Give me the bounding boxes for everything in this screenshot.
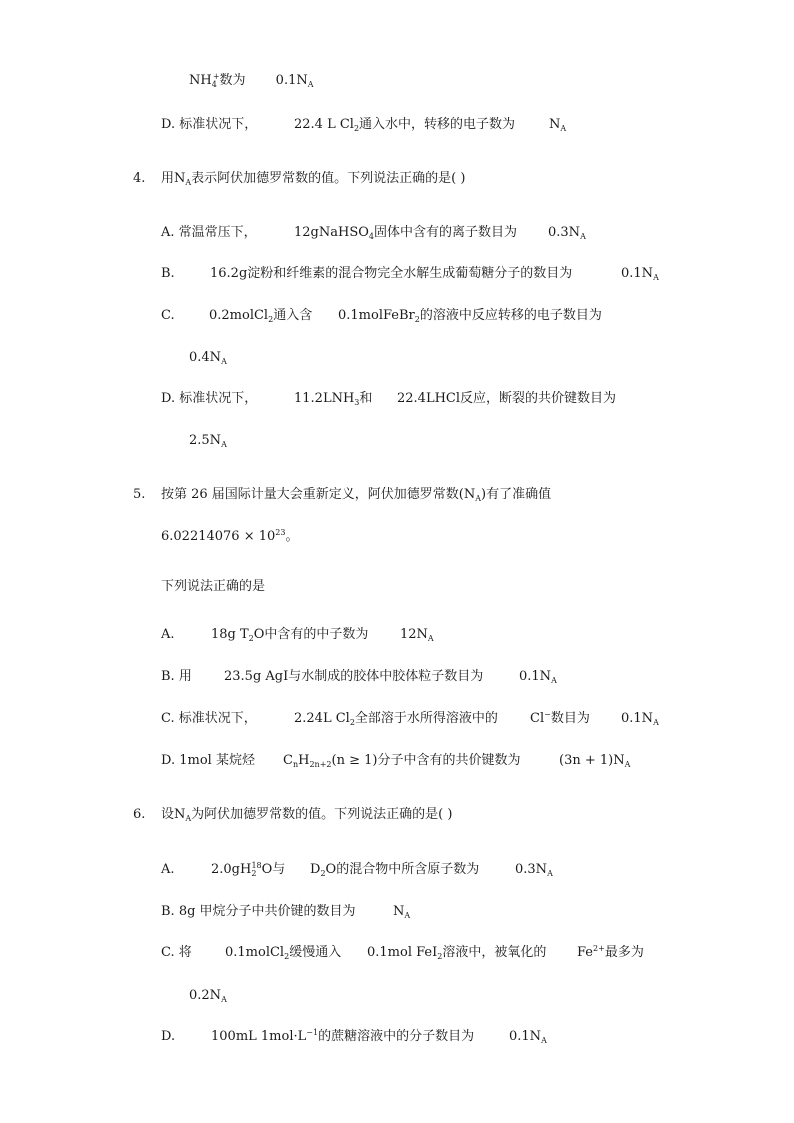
question-6-option-b: B. 8g 甲烷分子中共价键的数目为 $N_A$ (161, 904, 411, 920)
prev-option-c-continuation: $NH_4^+$数为 $0.1N_A$ (189, 72, 314, 89)
question-5-constant: $6.02214076 \times 10^{23}$。 (161, 528, 299, 544)
question-5-stem2: 下列说法正确的是 (161, 579, 266, 594)
question-6-option-c-cont: $0.2N_A$ (189, 988, 227, 1004)
question-4-option-d-cont: $2.5N_A$ (189, 433, 227, 449)
question-6-option-a: A. $2.0gH_2^{18}O$与 $D_2O$的混合物中所含原子数为 $0.3N_A$ (161, 861, 553, 878)
question-4-stem: 4. 用$N_A$表示阿伏加德罗常数的值。下列说法正确的是( ) (133, 171, 466, 187)
question-4-option-b: B. 16.2g淀粉和纤维素的混合物完全水解生成葡萄糖分子的数目为 $0.1N_A$ (161, 266, 659, 282)
question-5-option-c: C. 标准状况下， 2.24L $Cl_2$全部溶于水所得溶液中的 Cl−数目为 $0.1N_A$ (161, 710, 659, 727)
question-6-option-d: D. 100mL $1mol\cdot L^{-1}$的蔗糖溶液中的分子数目为 $0.1N_A$ (161, 1028, 547, 1045)
question-5-option-d: D. 1mol 某烷烃 $C_nH_{2n+2}(n \ge 1)$分子中含有的共价键数为 $(3n + 1)N_A$ (161, 753, 631, 769)
question-6-stem: 6. 设$N_A$为阿伏加德罗常数的值。下列说法正确的是( ) (133, 807, 453, 823)
question-5-stem: 5. 按第 26 届国际计量大会重新定义，阿伏加德罗常数$(N_A)$有了准确值 (133, 487, 552, 503)
question-4-option-c: C. 0.2molCl$_2$通入含 0.1molFeBr$_2$的溶液中反应转移的电子数目为 (161, 308, 602, 324)
question-6-option-c: C. 将 0.1molCl$_2$缓慢通入 0.1mol FeI$_2$溶液中，被氧化的 $Fe^{2+}$最多为 (161, 944, 644, 961)
prev-option-d: D. 标准状况下， 22.4 L $Cl_2$通入水中，转移的电子数为 $N_A$ (161, 117, 567, 133)
question-4-option-c-cont: $0.4N_A$ (189, 350, 227, 366)
question-4-option-a: A. 常温常压下， 12gNaHSO$_4$固体中含有的离子数目为 $0.3N_A$ (161, 225, 586, 241)
question-4-option-d: D. 标准状况下， $11.2LNH_3$和 22.4LHCl反应，断裂的共价键数目为 (161, 391, 617, 407)
question-number: 4. (133, 171, 146, 186)
question-5-option-b: B. 用 23.5g AgI与水制成的胶体中胶体粒子数目为 $0.1N_A$ (161, 669, 557, 685)
question-number: 5. (133, 487, 146, 502)
question-number: 6. (133, 807, 146, 822)
question-5-option-a: A. 18g $T_2O$中含有的中子数为 $12N_A$ (161, 627, 434, 643)
